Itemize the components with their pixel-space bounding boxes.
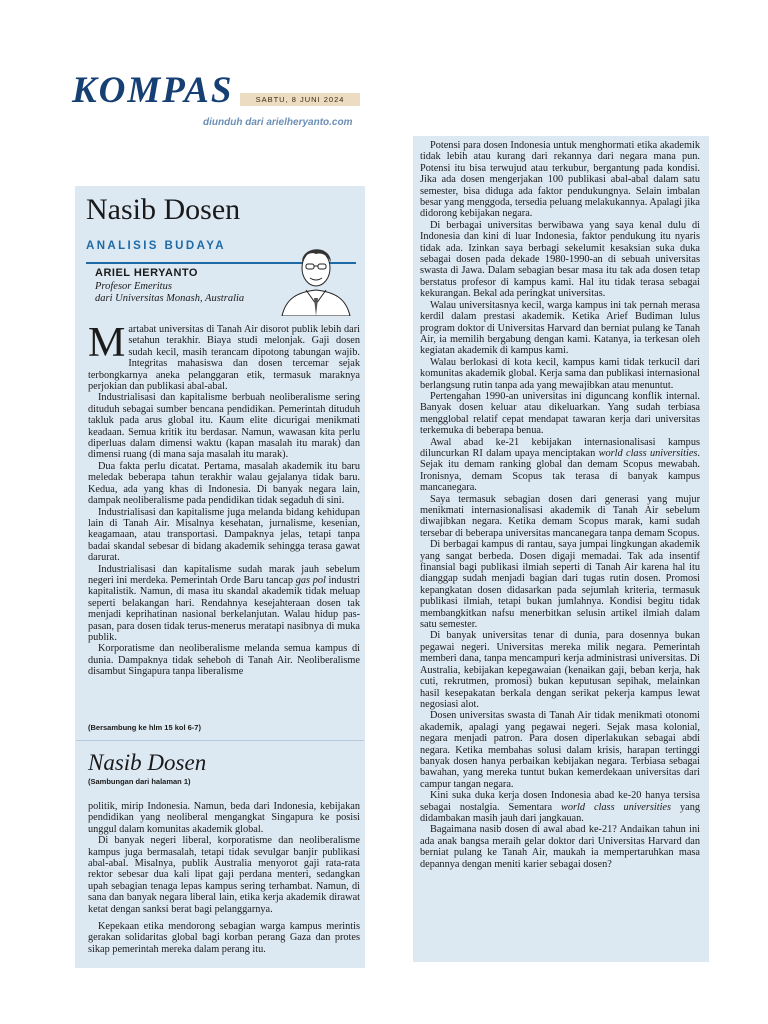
continued-label: (Bersambung ke hlm 15 kol 6-7) (88, 723, 201, 732)
article-body-continuation (88, 801, 360, 955)
drop-cap: M (88, 320, 126, 366)
paragraph: Pertengahan 1990-an universitas ini diguncang konflik internal. Banyak dosen keluar atau dikeluarkan. Yang sudah terbiasa mengglobal relatif cepat mendapat tawaran kerja dari universitas terkemuka di beberapa benua. (420, 390, 700, 437)
paragraph: politik, mirip Indonesia. Namun, beda dari Indonesia, kebijakan pendidikan yang neoliberal mengangkat Singapura ke posisi unggul dalam komunitas akademik global. (88, 801, 360, 835)
rubric-label: ANALISIS BUDAYA (86, 240, 226, 252)
paragraph: Di banyak universitas tenar di dunia, para dosennya bukan pegawai negeri. Universitas mereka milik negara. Pemerintah memberi dana, tanpa mencampuri kerja administrasi universitas. Di Australia, kebijakan kepegawaian (kenaikan gaji, beban kerja, hak cuti, rekrutmen, promosi) bukan keputusan sepihak, melainkan hasil kesepakatan berkala dengan serikat pekerja kampus lewat negosiasi alot. (420, 630, 700, 710)
author-institution: dari Universitas Monash, Australia (95, 293, 245, 304)
paragraph: Di banyak negeri liberal, korporatisme dan neoliberalisme kampus juga bermasalah, tetapi tidak sevulgar banjir publikasi abal-abal. Misalnya, publik Australia menyorot gaji rata-rata rektor sebesar dua kali lipat gaji perdana menteri, sedangkan upah sebagian tenaga lepas kampus sering terhambat. Namun, di sana dan banyak negara liberal lain, etika kerja akademik dirawat ketat dengan sanksi berat bagi pelanggarnya. (88, 835, 360, 915)
author-title: Profesor Emeritus (95, 281, 172, 292)
author-name: ARIEL HERYANTO (95, 267, 198, 279)
download-credit: diunduh dari arielheryanto.com (203, 117, 353, 128)
paragraph: Dosen universitas swasta di Tanah Air tidak menikmati otonomi akademik, apalagi yang pegawai negeri. Sejak masa kolonial, negara menjadi patron. Para dosen diperlakukan sebagai abdi negara. Ketika membahas solusi dalam krisis, harapan tertinggi banyak dosen hanya perbaikan kebijakan negara. Terbiasa sebagai bawahan, yang mereka tuntut bukan kemerdekaan universitas dari campur tangan negara. (420, 710, 700, 790)
paragraph: Potensi para dosen Indonesia untuk menghormati etika akademik tidak lebih atau kurang dari rekannya dari negara mana pun. Potensi itu bisa terwujud atau terkubur, bergantung pada kondisi. Jika ada dosen mengerjakan 100 publikasi abal-abal dalam satu semester, bisa diduga ada faktor pendukungnya. Selain imbalan besar yang menggoda, tersedia peluang melakukannya. Apalagi jika didorong kebijakan negara. (420, 140, 700, 220)
paragraph: Dua fakta perlu dicatat. Pertama, masalah akademik itu baru meledak beberapa tahun terakhir walau gejalanya tidak baru. Kedua, ada yang khas di Indonesia. Di banyak negara lain, dampak neoliberalisme pada pendidikan tidak segaduh di sini. (88, 460, 360, 507)
paragraph: Korporatisme dan neoliberalisme melanda semua kampus di dunia. Dampaknya tidak seheboh di Tanah Air. Neoliberalisme disambut Singapura tanpa liberalisme (88, 643, 360, 678)
paragraph: Awal abad ke-21 kebijakan internasionalisasi kampus diluncurkan RI dalam upaya menciptakan world class universities. Sejak itu demam ranking global dan demam Scopus mewabah. Ironisnya, demam Scopus tak terasa di banyak kampus mancanegara. (420, 436, 700, 494)
paragraph: Kepekaan etika mendorong sebagian warga kampus merintis gerakan solidaritas global bagi korban perang Gaza dan protes sikap pemerintah mereka dalam perang itu. (88, 921, 360, 955)
section-divider (76, 740, 364, 741)
publication-date: SABTU, 8 JUNI 2024 (240, 93, 360, 106)
paragraph: Kini suka duka kerja dosen Indonesia abad ke-20 hanya tersisa sebagai nostalgia. Sementara world class universities yang didambakan masih jauh dari jangkauan. (420, 790, 700, 824)
paragraph: Walau universitasnya kecil, warga kampus ini tak pernah merasa kerdil dalam prestasi akademik. Ketika Arief Budiman lulus program doktor di Universitas Harvard dan berniat pulang ke Tanah Air, ia memilih bergabung dengan kami. Katanya, ia terkesan oleh kegiatan akademik di kampus kami. (420, 299, 700, 357)
article-body-left (88, 320, 360, 678)
paragraph: Saya termasuk sebagian dosen dari generasi yang mujur menikmati internasionalisasi akademik di Tanah Air sebelum diwajibkan negara. Ketika demam Scopus marak, kami sudah tersebar di beberapa universitas mancanegara tanpa demam Scopus. (420, 493, 700, 539)
paragraph: Walau berlokasi di kota kecil, kampus kami tidak terkucil dari komunitas akademik global. Kerja sama dan publikasi internasional berlangsung rutin tanpa ada yang mewajibkan atau menuntut. (420, 356, 700, 391)
author-portrait-icon (276, 238, 356, 316)
continuation-from-label: (Sambungan dari halaman 1) (88, 777, 191, 786)
masthead-logo: KOMPAS (72, 70, 234, 111)
paragraph: Industrialisasi dan kapitalisme berbuah neoliberalisme sering dituduh sebagai sumber bencana pendidikan. Pemerintah dituduh takluk pada arus global itu. Kaum elite dicurigai menikmati keadaan. Semua kritik itu berdasar. Namun, wawasan kita perlu diperluas dalam dimensi waktu (kapan masalah itu marak) dan dimensi ruang (di mana saja masalah itu marak). (88, 392, 360, 461)
paragraph: Di berbagai universitas berwibawa yang saya kenal dulu di Indonesia dan kini di luar Indonesia, faktor pendukung itu nyaris tidak ada. Izinkan saya berbagi sekelumit kesaksian suka duka sebagai dosen pada dekade 1980-1990-an di sebuah universitas swasta di Jawa. Dalam sebagian besar masa itu tak ada dosen tetap berstatus profesor di kampus kami. Hal itu tidak terasa sebagai kekurangan. Bekal ada peringkat universitas. (420, 219, 700, 300)
paragraph: Di berbagai kampus di rantau, saya jumpai lingkungan akademik yang sangat berbeda. Dosen digaji memadai. Tak ada insentif finansial bagi publikasi ilmiah seperti di Tanah Air karena hal itu dianggap sudah menjadi bagian dari tugas rutin dosen. Promosi kepangkatan dosen didasarkan pada sejumlah kriteria, termasuk publikasi ilmiah, tetapi bukan jumlahnya. Kondisi begitu tidak membangkitkan nafsu menerbitkan selusin artikel ilmiah dalam satu semester. (420, 539, 700, 631)
article-body-right (420, 140, 700, 870)
paragraph: Bagaimana nasib dosen di awal abad ke-21? Andaikan tahun ini ada anak bangsa meraih gelar doktor dari Universitas Harvard dan berniat pulang ke Tanah Air, maukah ia mempertaruhkan masa depannya dengan meniti karier sebagai dosen? (420, 824, 700, 870)
paragraph: Industrialisasi dan kapitalisme sudah marak jauh sebelum negeri ini merdeka. Pemerintah Orde Baru tancap gas pol industri kapitalistik. Namun, di masa itu skandal akademik tidak meluap seperti belakangan hari. Rendahnya kesejahteraan dosen tak menjadi keprihatinan nasional berkelanjutan. Walau hidup pas-pasan, para dosen tidak terus-menerus meratapi nasibnya di muka publik. (88, 563, 360, 643)
article-headline: Nasib Dosen (86, 193, 241, 226)
continuation-headline: Nasib Dosen (88, 750, 207, 775)
paragraph: Martabat universitas di Tanah Air disorot publik lebih dari setahun terakhir. Biaya studi melonjak. Gaji dosen sudah kecil, masih terancam dipotong tabungan wajib. Integritas mahasiswa dan dosen tercemar sejak terbongkarnya aneka pelanggaran etik, termasuk maraknya perjokian dan publikasi abal-abal. (88, 320, 360, 393)
paragraph: Industrialisasi dan kapitalisme juga melanda bidang kehidupan lain di Tanah Air. Misalnya kesehatan, jurnalisme, kesenian, keagamaan, atau transportasi. Dampaknya jelas, tetapi tanpa badai skandal sebesar di bidang akademik sehingga terasa gawat darurat. (88, 506, 360, 564)
